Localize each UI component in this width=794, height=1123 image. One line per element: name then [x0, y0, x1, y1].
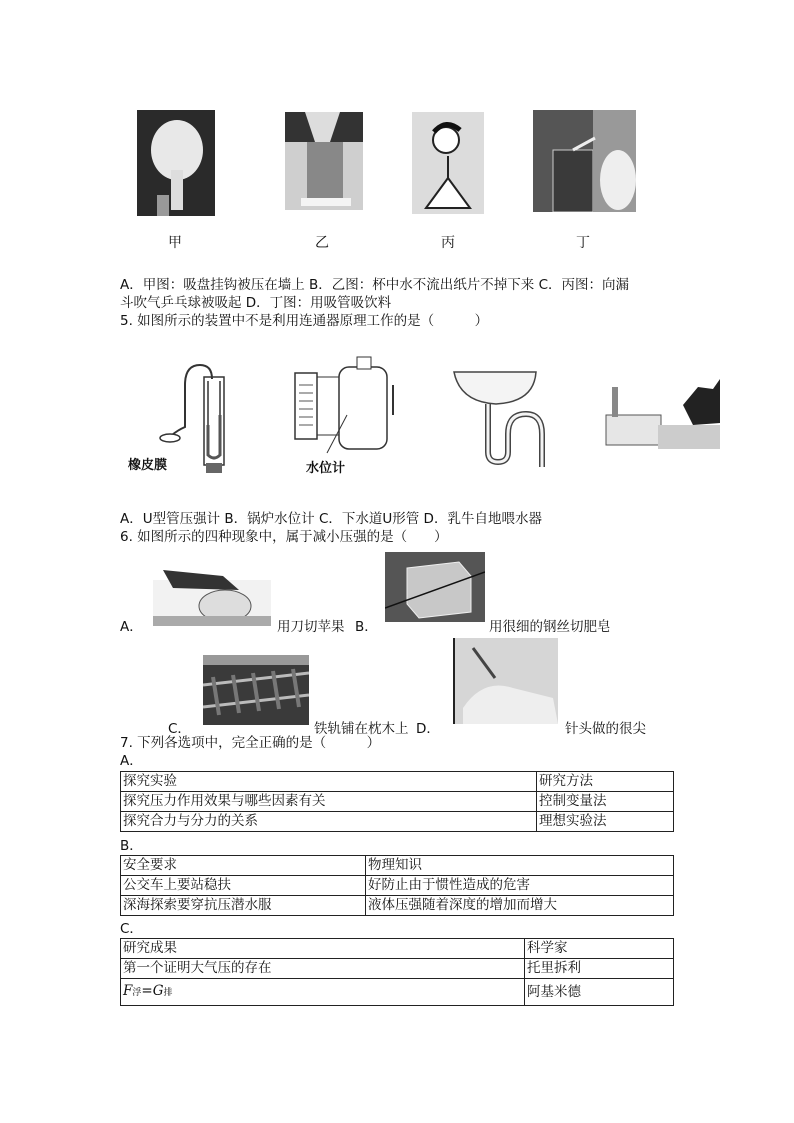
formula-g: G	[152, 982, 164, 999]
table-cell: 研究成果	[121, 939, 525, 959]
table-cell: 探究实验	[121, 772, 537, 792]
table-row	[121, 939, 674, 959]
label-water-gauge: 水位计	[306, 461, 346, 476]
q7-table-a	[120, 771, 674, 832]
q6-option-b-letter: B．	[355, 619, 378, 635]
table-cell: 安全要求	[121, 856, 366, 876]
figure-boiler-gauge	[287, 355, 405, 455]
q6-option-c-text: 铁轨铺在枕木上	[314, 721, 409, 737]
formula-g-sub: 排	[163, 987, 173, 998]
figure-label-ding: 丁	[576, 235, 590, 251]
table-cell: 好防止由于惯性造成的危害	[366, 876, 674, 896]
q5-question: 5. 如图所示的装置中不是利用连通器原理工作的是（ ）	[120, 313, 489, 329]
figure-label-yi: 乙	[315, 235, 329, 251]
table-cell: 第一个证明大气压的存在	[121, 959, 525, 979]
q7-question: 7. 下列各选项中，完全正确的是（ ）	[120, 735, 381, 751]
figure-wire-soap	[385, 552, 485, 622]
table-row	[121, 896, 674, 916]
figure-rail-sleepers	[203, 655, 309, 725]
formula-f-sub: 浮	[132, 987, 142, 998]
table-row	[121, 772, 674, 792]
q6-option-d-letter: D．	[416, 721, 440, 737]
table-cell: 物理知识	[366, 856, 674, 876]
figure-label-bing: 丙	[441, 235, 455, 251]
table-cell: 探究合力与分力的关系	[121, 812, 537, 832]
figure-label-jia: 甲	[168, 235, 182, 251]
table-row	[121, 792, 674, 812]
q7-option-c-label: C．	[120, 921, 143, 937]
q6-question: 6. 如图所示的四种现象中，属于减小压强的是（ ）	[120, 529, 448, 545]
table-cell: 深海探索要穿抗压潜水服	[121, 896, 366, 916]
label-membrane: 橡皮膜	[128, 458, 168, 473]
table-cell: 理想实验法	[537, 812, 674, 832]
figure-ding-straw	[533, 110, 636, 212]
table-row	[121, 979, 674, 1006]
table-cell: 液体压强随着深度的增加而增大	[366, 896, 674, 916]
q6-option-a-text: 用刀切苹果	[277, 619, 345, 635]
q6-option-b-text: 用很细的钢丝切肥皂	[489, 619, 611, 635]
table-cell: 探究压力作用效果与哪些因素有关	[121, 792, 537, 812]
formula-eq: =	[141, 982, 153, 999]
table-cell: 研究方法	[537, 772, 674, 792]
q4-options-line2: 斗吹气乒乓球被吸起 D．丁图：用吸管吸饮料	[120, 295, 392, 311]
q6-option-a-letter: A．	[120, 619, 143, 635]
table-cell: 科学家	[525, 939, 674, 959]
q6-option-c-letter: C．	[168, 721, 191, 737]
table-row	[121, 812, 674, 832]
q6-option-d-text: 针头做的很尖	[565, 721, 646, 737]
table-cell: 托里拆利	[525, 959, 674, 979]
q7-option-a-label: A．	[120, 753, 143, 769]
figure-jia-suction-cup	[137, 110, 215, 216]
figure-drain-u-pipe	[448, 362, 548, 467]
figure-syringe-needle	[453, 638, 558, 724]
q7-table-b	[120, 855, 674, 916]
table-cell: 公交车上要站稳扶	[121, 876, 366, 896]
q7-table-c	[120, 938, 674, 1006]
table-cell: 阿基米德	[525, 979, 674, 1006]
formula-f: F	[123, 982, 133, 999]
q4-options-line1: A．甲图：吸盘挂钩被压在墙上 B．乙图：杯中水不流出纸片不掉下来 C．丙图：向漏	[120, 277, 630, 293]
table-row	[121, 959, 674, 979]
figure-cow-water-feeder	[598, 375, 720, 457]
table-row	[121, 856, 674, 876]
table-row	[121, 876, 674, 896]
figure-bing-funnel	[412, 112, 484, 214]
figure-knife-apple	[153, 550, 271, 626]
q5-options: A．U型管压强计 B．锅炉水位计 C．下水道U形管 D．乳牛自地喂水器	[120, 511, 542, 527]
table-cell: 控制变量法	[537, 792, 674, 812]
figure-yi-cup-paper	[285, 112, 363, 210]
buoyancy-formula-cell	[121, 979, 525, 1006]
q7-option-b-label: B．	[120, 838, 143, 854]
